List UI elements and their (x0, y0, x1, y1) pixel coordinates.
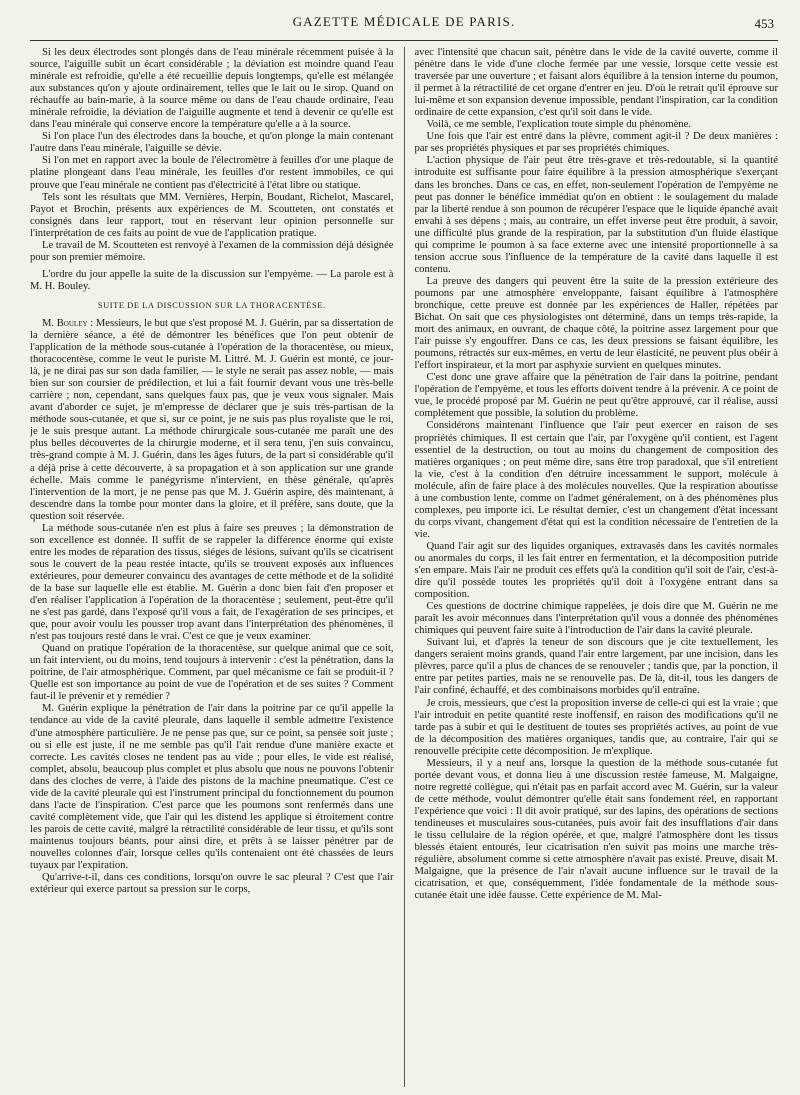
column-rule (404, 47, 405, 1087)
paragraph: Si l'on place l'un des électrodes dans la bouche, et qu'on plonge la main contenant l'autre dans l'eau minérale, l'aiguille se dévie. (30, 131, 394, 155)
text-columns (30, 47, 778, 1087)
left-column (30, 47, 394, 1087)
speaker-name: M. Bouley (42, 317, 88, 329)
paragraph: Suivant lui, et d'après la teneur de son discours que je cite textuellement, les dangers seraient moins grands, quand l'air entre largement, par une incision, dans les plèvres, parce qu'il a plus de chances de se renouveler ; tandis que, par la ponction, il entre par petites parties, mais ne se renouvelle pas. De là, dit-il, tous les dangers de l'air confiné, échauffé, et des combinaisons morbides qu'il entraîne. (414, 637, 778, 697)
paragraph: Tels sont les résultats que MM. Vernières, Herpin, Boudant, Richelot, Mascarel, Payot et Brochin, présents aux expériences de M. Scoutteten, ont constatés et consignés dans leur rapport, tout en réservant leur opinion personnelle sur l'interprétation de ces faits au point de vue de l'application pratique. (30, 191, 394, 239)
paragraph: avec l'intensité que chacun sait, pénètre dans le vide de la cavité ouverte, comme il pénètre dans le vide d'une cloche fermée par une vessie, lorsque cette vessie est traversée par une ouverture ; et faisant alors équilibre à la tension interne du poumon, il permet à la rétractilité de cet organe d'entrer en jeu. D'où le retrait qu'il éprouve sur lui-même et son expansion devenue impossible, pendant l'inspiration, car la condition ordinaire de cette expansion, c'est qu'il soit dans le vide. (414, 47, 778, 119)
paragraph: C'est donc une grave affaire que la pénétration de l'air dans la poitrine, pendant l'opération de l'empyème, et tous les efforts doivent tendre à la prévenir. A ce point de vue, le procédé proposé par M. Guérin ne peut qu'être approuvé, car il réalise, aussi complétement que possible, la solution du problème. (414, 372, 778, 420)
page-number: 453 (754, 16, 774, 31)
paragraph: Quand l'air agit sur des liquides organiques, extravasés dans les cavités normales ou anormales du corps, il les fait entrer en fermentation, et la décomposition putride s'en empare. Mais l'air ne produit ces effets qu'à la condition qu'il soit de l'air, c'est-à-dire qu'il possède toutes les propriétés qu'il doit à l'oxygène entrant dans sa composition. (414, 540, 778, 601)
paragraph: Je crois, messieurs, que c'est la proposition inverse de celle-ci qui est la vraie ; que l'air introduit en petite quantité reste inoffensif, en raison des modifications qu'il ne tarde pas à subir et qui le destituent de toutes ses propriétés actives, au point de vue de la décomposition des matières organiques, tandis que, au contraire, l'air qui se renouvelle précipite cette décomposition. Je m'explique. (414, 697, 778, 757)
paragraph: Ces questions de doctrine chimique rappelées, je dois dire que M. Guérin ne me paraît les avoir méconnues dans l'interprétation qu'il vous a donnée des phénomènes chimiques qui peuvent faire suite à l'introduction de l'air dans la cavité pleurale. (414, 601, 778, 637)
paragraph: L'ordre du jour appelle la suite de la discussion sur l'empyème. — La parole est à M. H. Bouley. (30, 268, 394, 292)
paragraph-bouley-opening (30, 318, 394, 523)
section-title: SUITE DE LA DISCUSSION SUR LA THORACENTÈSE. (97, 300, 326, 310)
paragraph: Une fois que l'air est entré dans la plèvre, comment agit-il ? De deux manières : par ses propriétés physiques et par ses propriétés chimiques. (414, 131, 778, 155)
paragraph: Considérons maintenant l'influence que l'air peut exercer en raison de ses propriétés chimiques. Il est certain que l'air, par l'oxygène qu'il contient, est l'agent essentiel de la destruction, ou tout au moins du changement de composition des matières organiques ; on peut même dire, sans être trop paradoxal, que s'il entretient la vie, c'est à la condition d'en détruire incessamment le support, molécule à molécule, afin de faire place à des molécules nouvelles. Que la respiration aboutisse à une combustion lente, comme on l'admet généralement, on à des phénomènes plus complexes, peu importe ici. Le résultat dernier, c'est un changement d'état incessant du corps vivant, changement d'état qui est la condition nécessaire de l'entretien de la vie. (414, 420, 778, 540)
paragraph: Voilà, ce me semble, l'explication toute simple du phénomène. (426, 119, 691, 131)
paragraph: M. Guérin explique la pénétration de l'air dans la poitrine par ce qu'il appelle la tendance au vide de la cavité pleurale, dans laquelle il semble admettre l'existence d'une atmosphère particulière. Je ne pense pas que, sur ce point, sa pensée soit juste ; ou si elle est juste, il ne me semble pas qu'il l'ait rendue d'une manière exacte et correcte. Les cavités closes ne tendent pas au vide ; pour elles, le vide est réalisé, complet, absolu, beaucoup plus complet et plus absolu que nous ne pouvons l'obtenir dans des cloches de verre, à l'aide des pistons de la machine pneumatique. C'est ce vide de la cavité pleurale qui est l'instrument principal du fonctionnement du poumon dans l'acte de l'inspiration. C'est parce que les poumons sont renfermés dans une cavité complètement vide, que l'air qui les distend les applique si étroitement contre les parois de cette cavité, malgré la rétractilité considérable de leur tissu, et qu'ils sont maintenus toujours béants, pour ainsi dire, et prêts à se laisser pénétrer par de nouvelles colonnes d'air, lorsque celles qu'ils contenaient ont été chassées de leurs tuyaux par l'expiration. (30, 703, 394, 872)
speech-text: : Messieurs, le but que s'est proposé M. J. Guérin, par sa dissertation de la dernière séance, a été de démontrer les bénéfices que l'on peut obtenir de l'application de la méthode sous-cutanée à l'opération de la thoracentèse, ou mieux, thoracocentèse, comme le veut le puriste M. Littré. M. J. Guérin est monté, ce jour-là, je ne dirai pas sur son dada familier, — le style ne serait pas assez noble, — mais bien sur son coursier de prédilection, et lui a fait fournir devant vous une très-belle carrière ; non, cependant, sans quelques faux pas, que je veux vous signaler. Mais avant d'aborder ce sujet, je m'empresse de déclarer que je suis très-partisan de la méthode sous-cutanée, et que si, sur ce point, je ne suis pas plus royaliste que le roi, je le suis presque autant. La méthode chirurgicale sous-cutanée me paraît une des plus belles découvertes de la chirurgie moderne, et il sera tenu, j'en suis convaincu, très-grand compte à M. J. Guérin, dans les âges futurs, de la part si considérable qu'il a déjà prise à cette découverte, à sa propagation et à son application sur une grande échelle. Mais comme le panégyrisme n'intervient, en thèse générale, qu'après l'intervention de la mort, je ne pense pas que M. J. Guérin aspire, dès maintenant, à descendre dans la tombe pour monter dans la gloire, et il préfère, sans doute, que la question soit réservée. (30, 317, 394, 522)
journal-title: GAZETTE MÉDICALE DE PARIS. (292, 14, 516, 29)
paragraph: Quand on pratique l'opération de la thoracentèse, sur quelque animal que ce soit, un fait intervient, ou du moins, tend toujours à intervenir : c'est la pénétration, dans la poitrine, de l'air atmosphérique. Comment, par quel mécanisme ce fait se produit-il ? Quelle est son importance au point de vue de l'opération et de ses suites ? Comment faut-il le prévenir et y remédier ? (30, 643, 394, 703)
right-column (414, 47, 778, 1087)
paragraph: Le travail de M. Scoutteten est renvoyé à l'examen de la commission déjà désignée pour son premier mémoire. (30, 239, 394, 263)
paragraph: L'action physique de l'air peut être très-grave et très-redoutable, si la quantité introduite est suffisante pour faire équilibre à la pression atmosphérique s'exerçant dans les bronches. Dans ce cas, en effet, non-seulement l'opération de l'empyème ne peut pas donner le bénéfice immédiat qu'on en obtient : le soulagement du malade par la liberté rendue à son poumon de récupérer l'espace que le liquide épanché avait envahi à ses dépens ; mais, au contraire, un effet inverse peut être produit, à savoir, une difficulté plus grande de la respiration, par la substitution d'un fluide élastique qui comprime le poumon à sa face externe avec une intensité proportionnelle à sa tension accrue sous l'influence de la température de la cavité dans laquelle il est contenu. (414, 155, 778, 275)
paragraph: Qu'arrive-t-il, dans ces conditions, lorsqu'on ouvre le sac pleural ? C'est que l'air extérieur qui exerce partout sa pression sur le corps, (30, 872, 394, 896)
paragraph: Si les deux électrodes sont plongés dans de l'eau minérale récemment puisée à la source, l'aiguille subit un écart considérable ; la déviation est moindre quand l'eau minérale est refroidie, qu'elle a été recueillie depuis longtemps, qu'elle est mélangée aux substances qu'on y ajoute ordinairement, telles que le lait ou le sirop. Quand on réchauffe au bain-marie, à la source même ou dans de l'eau chaude ordinaire, l'eau minérale refroidie, la déviation de l'aiguille augmente et tend à devenir ce qu'elle est dans l'eau minérale qui conserve encore la température qu'elle a à la source. (30, 47, 394, 131)
paragraph: Messieurs, il y a neuf ans, lorsque la question de la méthode sous-cutanée fut portée devant vous, et donna lieu à une discussion restée fameuse, M. Malgaigne, notre regretté collègue, qui n'était pas en parfait accord avec M. Guérin, sur la valeur de cette méthode, voulut démontrer qu'elle était sans fondement réel, en rapportant l'expérience que voici : Il dit avoir pratiqué, sur des lapins, des opérations de sections tendineuses et musculaires sous-cutanées, puis avoir fait des insufflations d'air dans le tissu cellulaire de la région opérée, et que, malgré l'atmosphère dont les tissus blessés étaient entourés, leur cicatrisation n'en suivit pas moins une marche très-régulière, absolument comme si cette atmosphère n'avait pas existé. Preuve, disait M. Malgaigne, que la présence de l'air n'avait aucune influence sur le travail de la cicatrisation, et que, conséquemment, l'idée fondamentale de la méthode sous-cutanée était une idée fausse. Cette expérience de M. Mal- (414, 757, 778, 902)
paragraph: La preuve des dangers qui peuvent être la suite de la pression extérieure des poumons par une atmosphère enveloppante, faisant équilibre à l'atmosphère bronchique, cette preuve est donnée par les expériences de Haller, répétées par Bichat. On sait que ces physiologistes ont déterminé, dans un temps très-rapide, la mort des animaux, en ouvrant, de chaque côté, la poitrine assez largement pour que l'air puisse s'y engouffrer. Dans ce cas, les deux pressions se faisant équilibre, les poumons, rétractés sur eux-mêmes, en vertu de leur élasticité, ne peuvent plus obéir à l'effort inspirateur, et la mort par asphyxie survient en quelques minutes. (414, 275, 778, 372)
paragraph: Si l'on met en rapport avec la boule de l'électromètre à feuilles d'or une plaque de platine plongeant dans l'eau minérale, les feuilles d'or restent immobiles, ce qui prouve que l'eau minérale ne contient pas d'électricité à l'état libre ou statique. (30, 155, 394, 191)
paragraph: La méthode sous-cutanée n'en est plus à faire ses preuves ; la démonstration de son excellence est donnée. Il suffit de se rappeler la différence énorme qui existe entre les modes de réparation des tissus, siéges de lésions, suivant qu'ils se cicatrisent sous le couvert de la peau restée intacte, qu'ils se trouvent exposés aux influences extérieures, pour demeurer convaincu des avantages de cette méthode et de la solidité de la base sur laquelle elle est établie. M. Guérin a donc bien fait d'en proposer et d'en réaliser l'application à l'opération de la thoracentèse ; seulement, peut-être qu'il ne s'est pas gardé, dans l'exposé qu'il vous a fait, de l'exagération de ses principes, et que, pour avoir voulu les pousser trop avant dans l'interprétation des phénomènes, il n'est pas toujours resté dans le vrai. C'est ce que je veux examiner. (30, 522, 394, 643)
running-head (30, 14, 778, 41)
